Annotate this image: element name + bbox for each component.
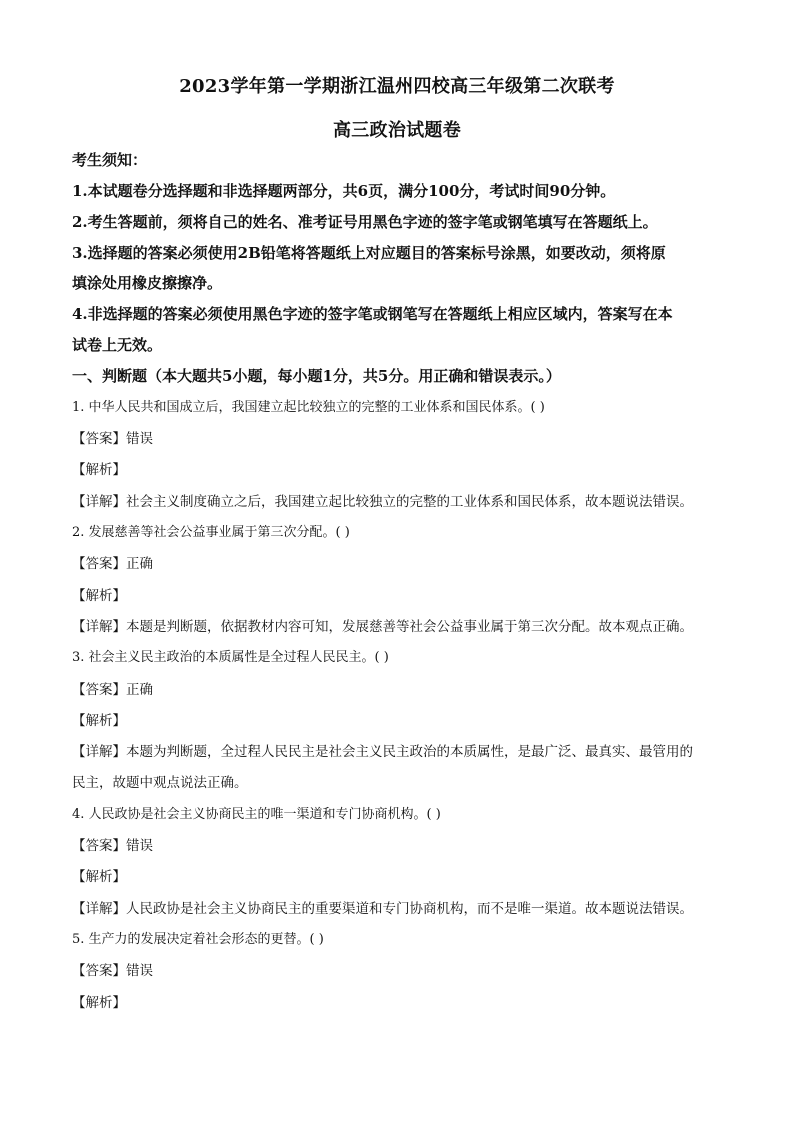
question-1-stem: 1. 中华人民共和国成立后，我国建立起比较独立的完整的工业体系和国民体系。( ) (72, 400, 545, 415)
question-3-stem: 3. 社会主义民主政治的本质属性是全过程人民民主。( ) (72, 650, 389, 665)
detail-text: 人民政协是社会主义协商民主的重要渠道和专门协商机构，而不是唯一渠道。故本题说法错误。 (126, 901, 693, 917)
detail-text: 本题是判断题，依据教材内容可知，发展慈善等社会公益事业属于第三次分配。故本观点正确。 (126, 619, 693, 635)
detail-label: 【详解】 (72, 619, 126, 635)
notice-heading: 考生须知： (72, 151, 148, 169)
answer-value: 正确 (126, 682, 153, 698)
answer-value: 正确 (126, 556, 153, 572)
detail-text: 本题为判断题，全过程人民民主是社会主义民主政治的本质属性，是最广泛、最真实、最管用的 (126, 744, 693, 760)
detail-label: 【详解】 (72, 494, 126, 510)
notice-item-1: 1.本试题卷分选择题和非选择题两部分，共6页，满分100分，考试时间90分钟。 (72, 182, 616, 200)
question-4-analysis-label: 【解析】 (72, 869, 126, 885)
question-1-detail (72, 492, 722, 512)
answer-value: 错误 (126, 431, 153, 447)
answer-label: 【答案】 (72, 431, 126, 447)
question-2-detail (72, 617, 722, 637)
question-1-analysis-label: 【解析】 (72, 462, 126, 478)
question-3-detail (72, 742, 722, 762)
question-4-detail (72, 899, 722, 919)
question-3-detail-cont: 民主，故题中观点说法正确。 (72, 775, 248, 791)
detail-label: 【详解】 (72, 901, 126, 917)
question-2-analysis-label: 【解析】 (72, 588, 126, 604)
section-heading: 一、判断题（本大题共5小题，每小题1分，共5分。用正确和错误表示。） (72, 367, 561, 385)
notice-item-2: 2.考生答题前，须将自己的姓名、准考证号用黑色字迹的签字笔或钢笔填写在答题纸上。 (72, 213, 658, 231)
question-5-answer (72, 961, 722, 981)
answer-value: 错误 (126, 838, 153, 854)
question-1-answer (72, 429, 722, 449)
question-5-stem: 5. 生产力的发展决定着社会形态的更替。( ) (72, 932, 324, 947)
answer-label: 【答案】 (72, 838, 126, 854)
notice-item-4: 4.非选择题的答案必须使用黑色字迹的签字笔或钢笔写在答题纸上相应区域内，答案写在本 (72, 305, 673, 323)
question-5-analysis-label: 【解析】 (72, 995, 126, 1011)
answer-label: 【答案】 (72, 682, 126, 698)
answer-value: 错误 (126, 963, 153, 979)
paper-subtitle: 高三政治试题卷 (332, 120, 462, 141)
question-3-answer (72, 680, 722, 700)
question-4-stem: 4. 人民政协是社会主义协商民主的唯一渠道和专门协商机构。( ) (72, 807, 441, 822)
detail-text: 社会主义制度确立之后，我国建立起比较独立的完整的工业体系和国民体系，故本题说法错误。 (126, 494, 693, 510)
exam-title: 2023学年第一学期浙江温州四校高三年级第二次联考 (179, 76, 615, 97)
question-2-stem: 2. 发展慈善等社会公益事业属于第三次分配。( ) (72, 525, 350, 540)
detail-label: 【详解】 (72, 744, 126, 760)
answer-label: 【答案】 (72, 963, 126, 979)
answer-label: 【答案】 (72, 556, 126, 572)
notice-item-3: 3.选择题的答案必须使用2B铅笔将答题纸上对应题目的答案标号涂黑，如要改动，须将原 (72, 244, 666, 262)
question-2-answer (72, 554, 722, 574)
question-4-answer (72, 836, 722, 856)
question-3-analysis-label: 【解析】 (72, 713, 126, 729)
notice-item-3-cont: 填涂处用橡皮擦擦净。 (72, 274, 223, 292)
notice-item-4-cont: 试卷上无效。 (72, 336, 163, 354)
